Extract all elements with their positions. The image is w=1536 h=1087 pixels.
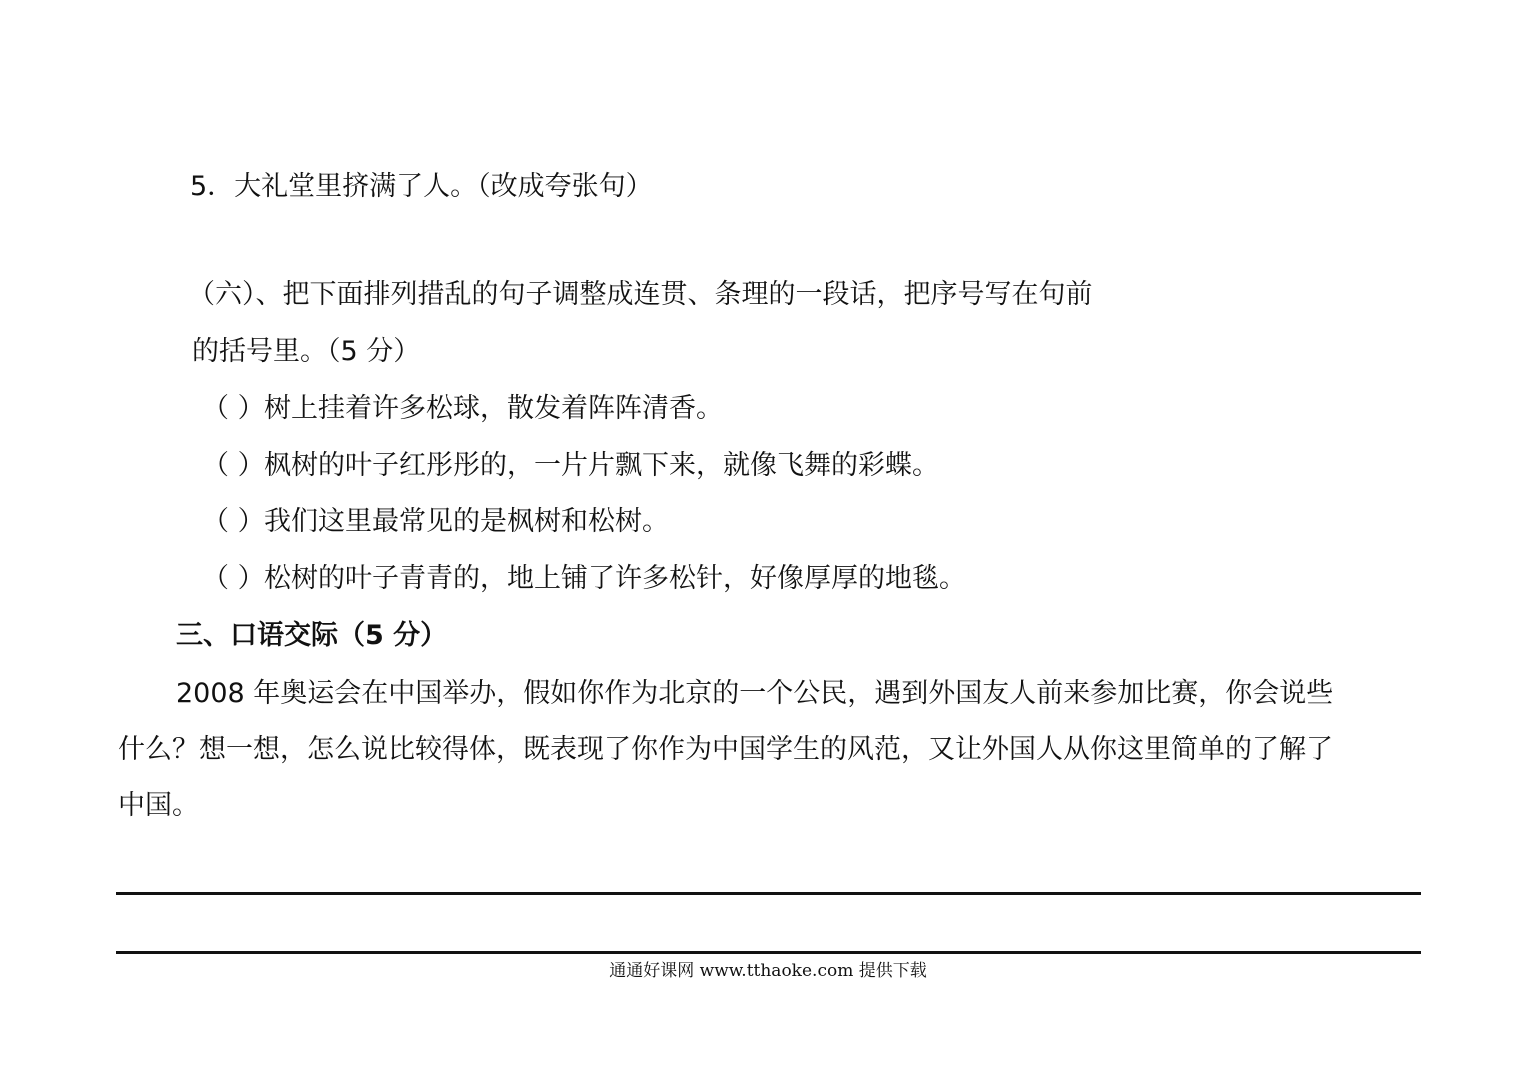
paragraph-line-1: 2008 年奥运会在中国举办，假如你作为北京的一个公民，遇到外国友人前来参加比赛，你会说些 [176,678,1334,709]
answer-blank[interactable]: （ ） [202,506,265,537]
footer-credit: 通通好课网 www.tthaoke.com 提供下载 [609,961,927,981]
ordering-item-1 [202,392,723,426]
ordering-item-3 [202,505,669,539]
section-6-instruction-line-2: 的括号里。（5 分） [192,336,421,367]
answer-line-2[interactable] [116,951,1421,954]
question-5: 5．大礼堂里挤满了人。（改成夸张句） [190,171,653,202]
answer-blank[interactable]: （ ） [202,563,265,594]
ordering-item-text: 我们这里最常见的是枫树和松树。 [264,506,669,537]
paragraph-line-2: 什么？想一想，怎么说比较得体，既表现了你作为中国学生的风范，又让外国人从你这里简单的了解了 [118,734,1333,765]
ordering-item-text: 树上挂着许多松球，散发着阵阵清香。 [264,393,723,424]
ordering-item-4 [202,562,966,596]
section-3-title: 三、口语交际（5 分） [176,620,448,651]
paragraph-line-3: 中国。 [118,790,199,821]
answer-blank[interactable]: （ ） [202,393,265,424]
section-6-instruction-line-1: （六）、把下面排列措乱的句子调整成连贯、条理的一段话，把序号写在句前 [188,279,1093,310]
section-3-paragraph [118,666,1418,834]
answer-line-1[interactable] [116,892,1421,895]
ordering-item-2 [202,449,939,483]
ordering-item-text: 枫树的叶子红彤彤的，一片片飘下来，就像飞舞的彩蝶。 [264,450,939,481]
answer-blank[interactable]: （ ） [202,450,265,481]
ordering-item-text: 松树的叶子青青的，地上铺了许多松针，好像厚厚的地毯。 [264,563,966,594]
